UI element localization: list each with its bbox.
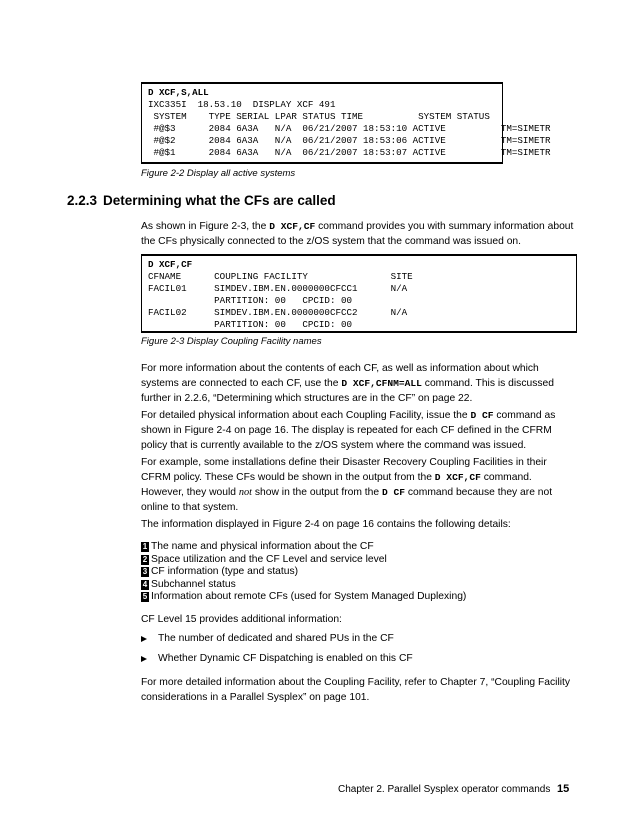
text-run: command. However, they would [141,472,532,498]
text-run: command provides you with summary information about the CFs physically connected to the z/OS system that the command was issued on. [141,221,574,247]
footer-chapter-title: Chapter 2. Parallel Sysplex operator commands [338,784,551,795]
number-badge: 3 [142,567,148,577]
list-item [141,566,466,579]
text-run: command because they are not online to that system. [141,487,553,513]
page-number: 15 [557,783,570,795]
paragraph-more-info: For more detailed information about the Coupling Facility, refer to Chapter 7, “Coupling Facility considerations in a Parallel Sysplex” on page 101. [141,677,571,703]
list-item [141,591,466,604]
code-line: #@$2 2084 6A3A N/A 06/21/2007 18:53:06 ACTIVE TM=SIMETR [148,135,551,146]
details-list [141,541,466,604]
italic-text: not [238,487,253,498]
code-line: CFNAME COUPLING FACILITY SITE [148,271,413,282]
number-badge: 1 [142,542,148,552]
code-line: #@$3 2084 6A3A N/A 06/21/2007 18:53:10 ACTIVE TM=SIMETR [148,123,551,134]
figure-2-2-caption: Figure 2-2 Display all active systems [141,168,296,179]
section-title: Determining what the CFs are called [103,193,336,208]
triangle-bullet-icon [141,636,147,642]
text-run: For detailed physical information about each Coupling Facility, issue the [141,410,471,421]
intro-paragraph [141,219,577,249]
command-text: D XCF,CFNM=ALL [341,378,422,389]
bullet-item [141,631,413,646]
code-line: D XCF,CF [148,259,193,270]
code-line: FACIL02 SIMDEV.IBM.EN.0000000CFCC2 N/A [148,307,408,318]
paragraph-cf-level: CF Level 15 provides additional information: [141,614,342,625]
code-line: D XCF,S,ALL [148,87,209,98]
text-run: For example, some installations define their Disaster Recovery Coupling Facilities in their CFRM policy. These CFs would be shown in the output from the [141,457,547,483]
section-number: 2.2.3 [67,193,98,208]
command-text: D CF [381,487,406,498]
paragraph-physical-info [141,408,577,453]
triangle-bullet-icon [141,656,147,662]
text-run: show in the output from the [252,487,382,498]
bullet-text: The number of dedicated and shared PUs in the CF [158,633,394,644]
code-line: SYSTEM TYPE SERIAL LPAR STATUS TIME SYSTEM STATUS [148,111,490,122]
command-text: D XCF,CF [269,221,316,232]
bullet-item [141,651,413,666]
list-item-text: The name and physical information about the CF [151,541,374,552]
command-text: D CF [470,410,494,421]
text-run: As shown in Figure 2-3, the [141,221,270,232]
list-item-text: Information about remote CFs (used for System Managed Duplexing) [151,591,467,602]
number-badge: 4 [142,579,148,589]
paragraph-cf-contents [141,361,577,406]
code-line: PARTITION: 00 CPCID: 00 [148,295,352,306]
list-item-text: Space utilization and the CF Level and service level [151,553,387,565]
list-item [141,541,466,554]
figure-2-2-code-block [141,82,551,164]
list-item [141,554,466,567]
code-line: PARTITION: 00 CPCID: 00 [148,319,352,330]
section-heading [67,193,336,208]
cf-level-bullet-list [141,631,413,671]
command-text: D XCF,CF [434,472,481,483]
code-line: FACIL01 SIMDEV.IBM.EN.0000000CFCC1 N/A [148,283,408,294]
figure-2-3-code-block [141,254,577,333]
figure-2-3-caption: Figure 2-3 Display Coupling Facility names [141,336,322,347]
code-line: IXC335I 18.53.10 DISPLAY XCF 491 [148,99,336,110]
list-item [141,579,466,592]
paragraph-disaster-recovery [141,455,577,515]
number-badge: 2 [142,554,148,564]
text-run: For more information about the contents of each CF, as well as information about which systems are connected to each CF, use the [141,363,539,389]
text-run: command. This is discussed further in 2.2.6, “Determining which structures are in the CF” on page 22. [141,378,554,404]
number-badge: 5 [142,592,148,602]
paragraph-details-intro: The information displayed in Figure 2-4 on page 16 contains the following details: [141,519,511,530]
text-run: command as shown in Figure 2-4 on page 16. The display is repeated for each CF defined in the CFRM policy that is currently available to the z/OS system where the command was issued. [141,410,556,451]
code-line: #@$1 2084 6A3A N/A 06/21/2007 18:53:07 ACTIVE TM=SIMETR [148,147,551,158]
list-item-text: CF information (type and status) [151,566,299,577]
bullet-text: Whether Dynamic CF Dispatching is enabled on this CF [158,653,413,664]
list-item-text: Subchannel status [151,578,236,590]
